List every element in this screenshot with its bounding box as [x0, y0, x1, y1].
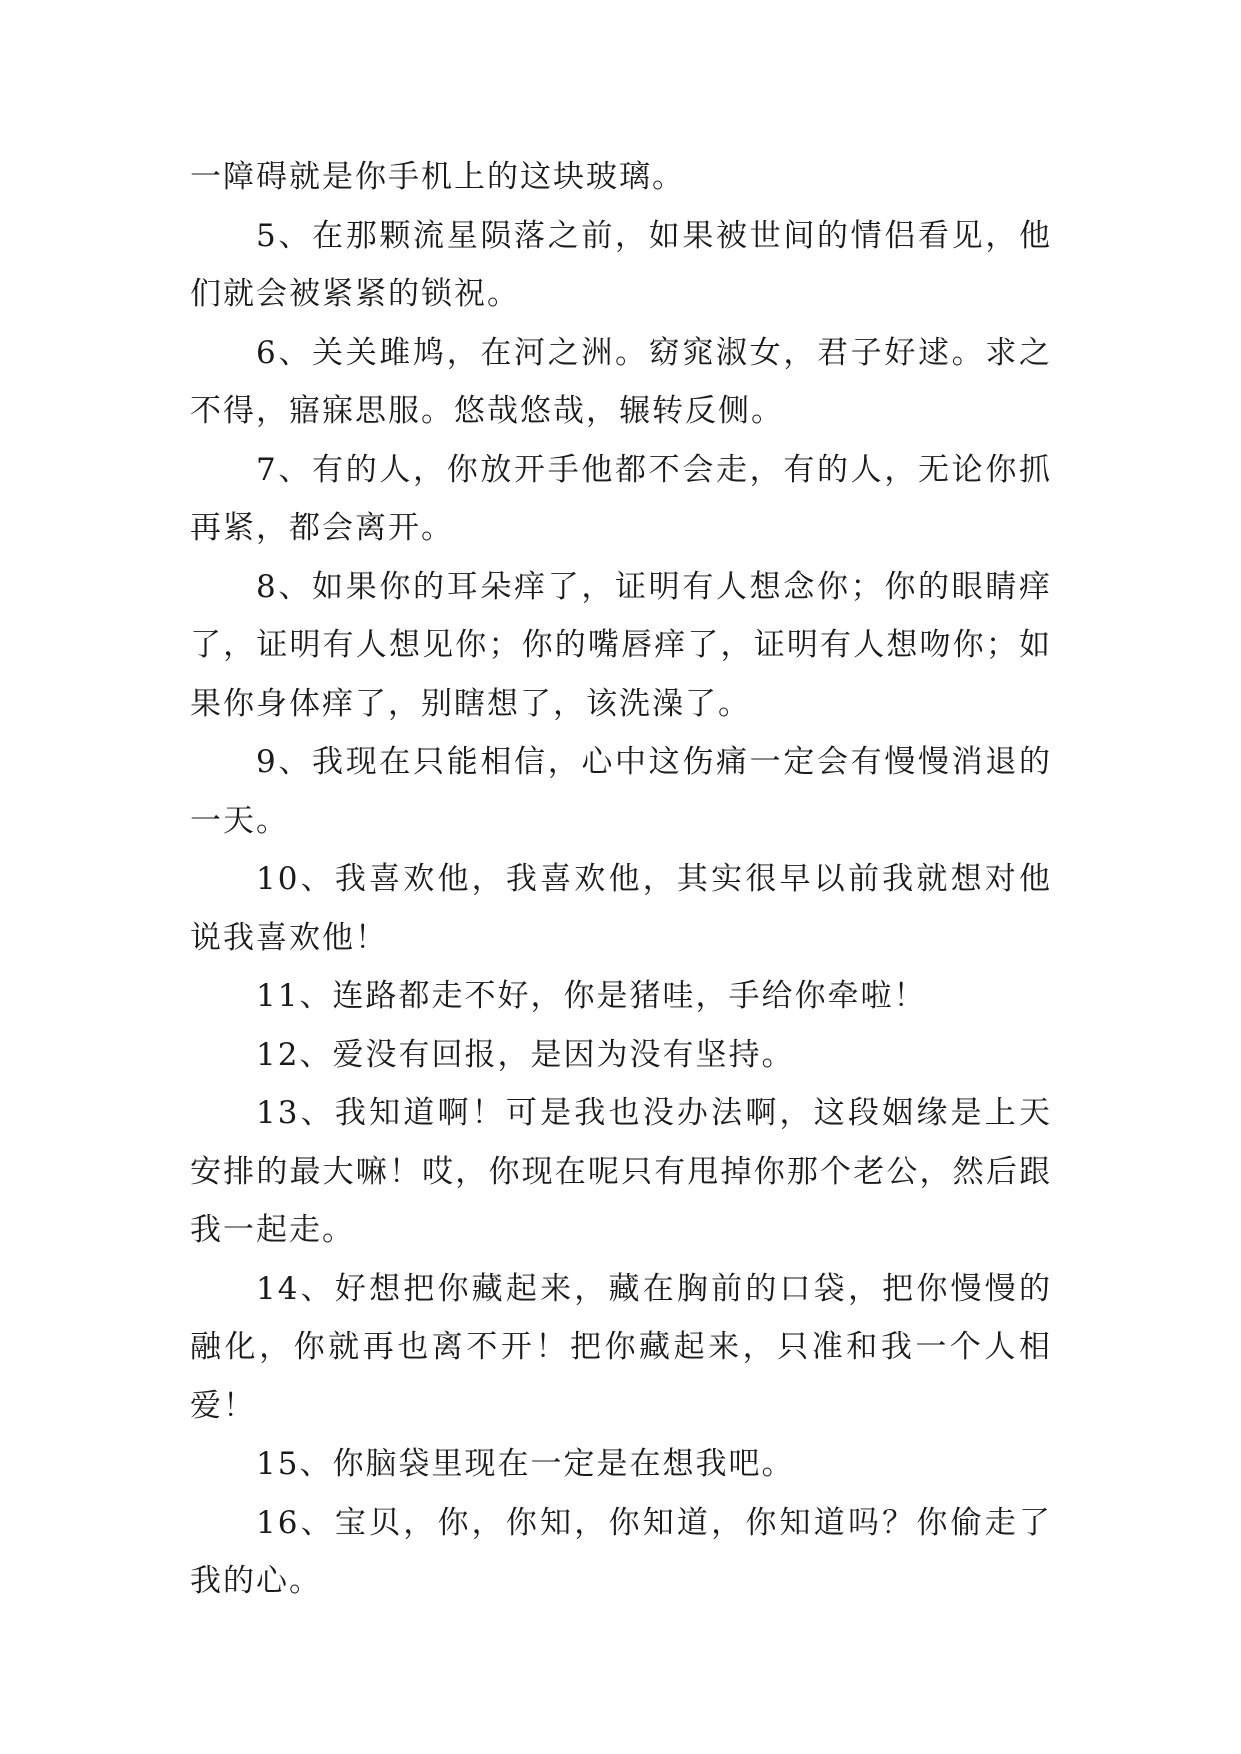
paragraph-item-8: 8、如果你的耳朵痒了，证明有人想念你；你的眼睛痒了，证明有人想见你；你的嘴唇痒了，证明有人想吻你；如果你身体痒了，别瞎想了，该洗澡了。	[190, 568, 1052, 722]
paragraph-item-14: 14、好想把你藏起来，藏在胸前的口袋，把你慢慢的融化，你就再也离不开！把你藏起来，只准和我一个人相爱！	[190, 1270, 1052, 1424]
paragraph-item-11: 11、连路都走不好，你是猪哇，手给你牵啦！	[256, 978, 927, 1014]
paragraph-item-12: 12、爱没有回报，是因为没有坚持。	[256, 1036, 795, 1073]
paragraph-item-7: 7、有的人，你放开手他都不会走，有的人，无论你抓再紧，都会离开。	[190, 451, 1052, 546]
paragraph-item-6: 6、关关雎鸠，在河之洲。窈窕淑女，君子好逑。求之不得，寤寐思服。悠哉悠哉，辗转反侧。	[190, 334, 1052, 429]
paragraph-item-9: 9、我现在只能相信，心中这伤痛一定会有慢慢消退的一天。	[190, 744, 1052, 839]
paragraph-item-16: 16、宝贝，你，你知，你知道，你知道吗？你偷走了我的心。	[190, 1504, 1052, 1599]
paragraph-continuation: 一障碍就是你手机上的这块玻璃。	[190, 159, 685, 195]
paragraph-item-15: 15、你脑袋里现在一定是在想我吧。	[256, 1446, 795, 1482]
paragraph-item-10: 10、我喜欢他，我喜欢他，其实很早以前我就想对他说我喜欢他！	[190, 861, 1052, 956]
paragraph-item-5: 5、在那颗流星陨落之前，如果被世间的情侣看见，他们就会被紧紧的锁祝。	[190, 217, 1052, 312]
paragraph-item-13: 13、我知道啊！可是我也没办法啊，这段姻缘是上天安排的最大嘛！哎，你现在呢只有甩掉你那个老公，然后跟我一起走。	[190, 1095, 1052, 1248]
document-page	[190, 148, 1052, 1611]
